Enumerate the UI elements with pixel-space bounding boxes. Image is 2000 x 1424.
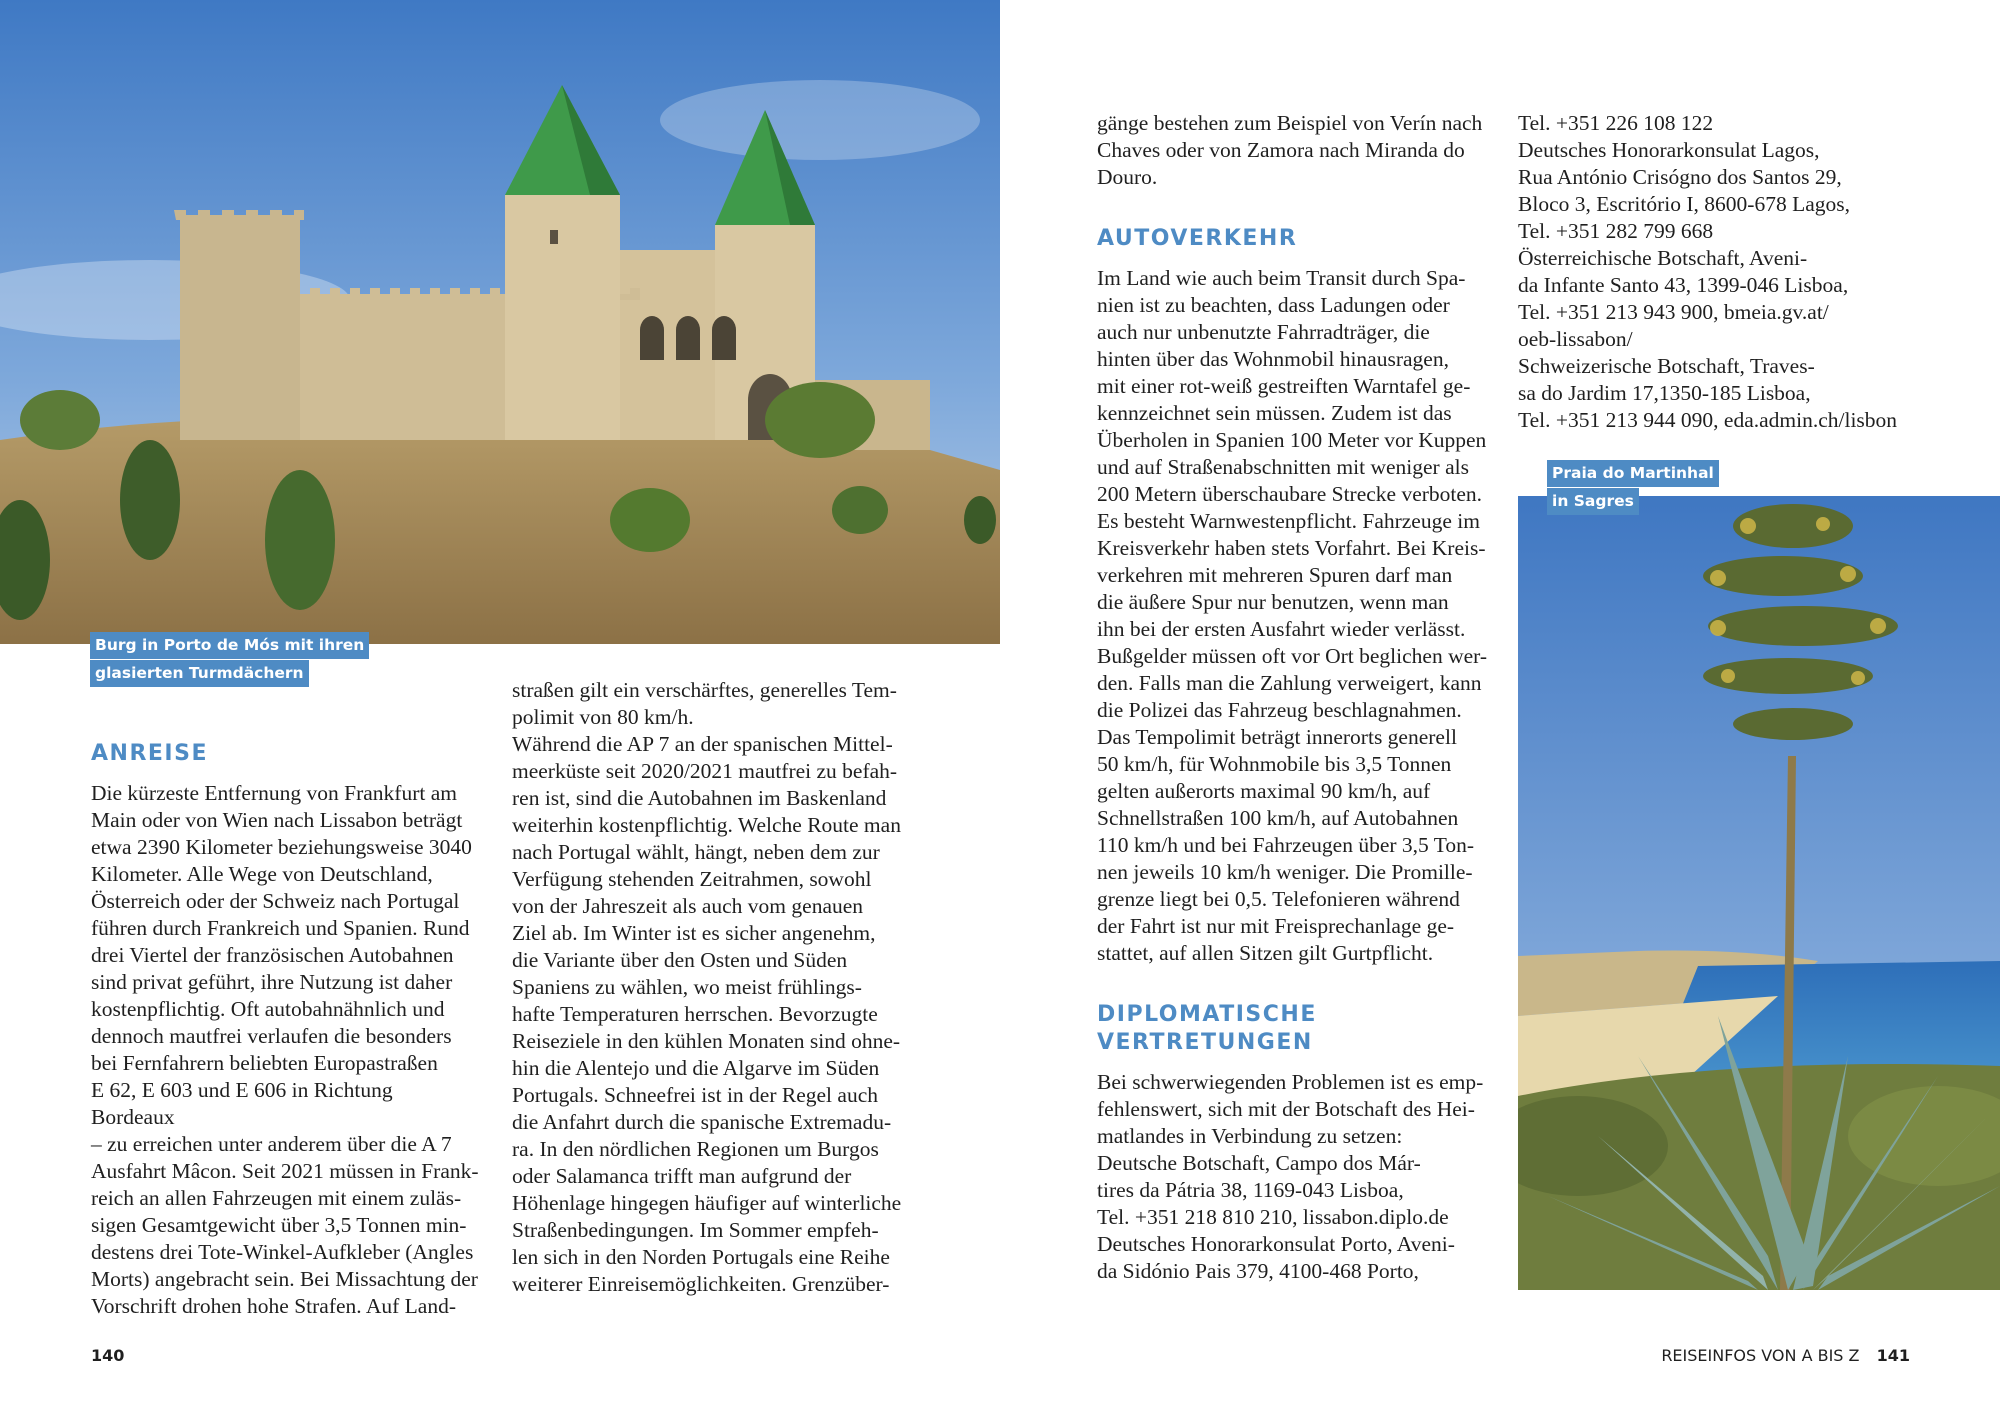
right-page-footer [1661, 1346, 1910, 1365]
right-column-1 [1097, 110, 1497, 1285]
beach-photo [1518, 496, 2000, 1290]
castle-illustration [0, 0, 1000, 644]
left-column-2 [512, 677, 912, 1298]
diplomatische-vertretungen-text: Bei schwerwiegenden Problemen ist es emp- fehlenswert, sich mit der Botschaft des Hei- matlandes in Verbindung zu setzen: Deutsche Botschaft, Campo dos Már- tires da Pátria 38, 1169-043 Lisboa, Tel. +351 218 810 210, lissabon.diplo.de Deutsches Honorarkonsulat Porto, Aveni- da Sidónio Pais 379, 4100-468 Porto, [1097, 1070, 1484, 1283]
autoverkehr-text: Im Land wie auch beim Transit durch Spa- nien ist zu beachten, dass Ladungen oder auch nur unbenutzte Fahrradträger, die hinten über das Wohnmobil hinausragen, mit einer rot-weiß gestreiften Warntafel ge- kennzeichnet sein müssen. Zudem ist das Überholen in Spanien 100 Meter vor Kuppen und auf Straßenabschnitten mit weniger als 200 Metern überschaubare Strecke verboten. Es besteht Warnwestenpflicht. Fahrzeuge im Kreisverkehr haben stets Vorfahrt. Bei Kreis- verkehren mit mehreren Spuren darf man die äußere Spur nur benutzen, wenn man ihn bei der ersten Ausfahrt wieder verlässt. Bußgelder müssen oft vor Ort beglichen wer- den. Falls man die Zahlung verweigert, kann die Polizei das Fahrzeug beschlagnahmen. Das Tempolimit beträgt innerorts generell 50 km/h, für Wohnmobile bis 3,5 Tonnen gelten außerorts maximal 90 km/h, auf Schnellstraßen 100 km/h, auf Autobahnen 110 km/h und bei Fahrzeugen über 3,5 Ton- nen jeweils 10 km/h weniger. Die Promille- grenze liegt bei 0,5. Telefonieren während der Fahrt ist nur mit Freisprechanlage ge- stattet, auf allen Sitzen gilt Gurtpflicht. [1097, 266, 1488, 965]
left-page-footer [91, 1346, 124, 1365]
left-column-1 [91, 740, 481, 1320]
anreise-text: Die kürzeste Entfernung von Frankfurt am Main oder von Wien nach Lissabon beträgt etwa 2390 Kilometer beziehungsweise 3040 Kilometer. Alle Wege von Deutschland, Österreich oder der Schweiz nach Portugal führen durch Frankreich und Spanien. Rund drei Viertel der französischen Autobahnen sind privat geführt, ihre Nutzung ist daher kostenpflichtig. Oft autobahnähnlich und dennoch mautfrei verlaufen die besonders bei Fernfahrern beliebten Europastraßen E 62, E 603 und E 606 in Richtung Bordeaux – zu erreichen unter anderem über die A 7 Ausfahrt Mâcon. Seit 2021 müssen in Frank- reich an allen Fahrzeugen mit einem zuläs- sigen Gesamtgewicht über 3,5 Tonnen min- destens drei Tote-Winkel-Aufkleber (Angles Morts) angebracht sein. Bei Missachtung der Vorschrift drohen hohe Strafen. Auf Land- [91, 781, 479, 1318]
beach-photo-caption [1547, 460, 1719, 516]
running-head: REISEINFOS VON A BIS Z [1661, 1346, 1860, 1365]
section-heading-diplomatische-vertretungen: DIPLOMATISCHE VERTRETUNGEN [1097, 1002, 1317, 1055]
page-number-left: 140 [91, 1346, 125, 1365]
anreise-text-paragraph-2: Während die AP 7 an der spanischen Mittel- meerküste seit 2020/2021 mautfrei zu befah- ren ist, sind die Autobahnen im Baskenland weiterhin kostenpflichtig. Welche Route man nach Portugal wählt, hängt, neben dem zur Verfügung stehenden Zeitrahmen, sowohl von der Jahreszeit als auch vom genauen Ziel ab. Im Winter ist es sicher angenehm, die Variante über den Osten und Süden Spaniens zu wählen, wo meist frühlings- hafte Temperaturen herrschen. Bevorzugte Reiseziele in den kühlen Monaten sind ohne- hin die Alentejo und die Algarve im Süden Portugals. Schneefrei ist in der Regel auch die Anfahrt durch die spanische Extremadu- ra. In den nördlichen Regionen um Burgos oder Salamanca trifft man aufgrund der Höhenlage hingegen häufiger auf winterliche Straßenbedingungen. Im Sommer empfeh- len sich in den Norden Portugals eine Reihe weiterer Einreisemöglichkeiten. Grenzüber- [512, 732, 902, 1296]
caption-line: in Sagres [1547, 488, 1639, 515]
konsulate-text: Tel. +351 226 108 122 Deutsches Honorarkonsulat Lagos, Rua António Crisógno dos Santos 29, Bloco 3, Escritório I, 8600-678 Lagos, Tel. +351 282 799 668 Österreichische Botschaft, Aveni- da Infante Santo 43, 1399-046 Lisboa, Tel. +351 213 943 900, bmeia.gv.at/ oeb-lissabon/ Schweizerische Botschaft, Traves- sa do Jardim 17,1350-185 Lisboa, Tel. +351 213 944 090, eda.admin.ch/lisbon [1518, 111, 1898, 432]
grenzuebergaenge-text: gänge bestehen zum Beispiel von Verín nach Chaves oder von Zamora nach Miranda do Douro. [1097, 111, 1483, 189]
agave-beach-illustration [1518, 496, 2000, 1290]
anreise-text-continued: straßen gilt ein verschärftes, generelles Tem- polimit von 80 km/h. [512, 678, 897, 729]
caption-line: Burg in Porto de Mós mit ihren [90, 632, 369, 659]
right-column-2 [1518, 110, 1958, 434]
page-number-right: 141 [1876, 1346, 1910, 1365]
castle-photo-caption [90, 632, 369, 688]
caption-line: glasierten Turmdächern [90, 660, 309, 687]
section-heading-anreise: ANREISE [91, 741, 208, 766]
caption-line: Praia do Martinhal [1547, 460, 1719, 487]
section-heading-autoverkehr: AUTOVERKEHR [1097, 226, 1298, 251]
castle-photo [0, 0, 1000, 644]
